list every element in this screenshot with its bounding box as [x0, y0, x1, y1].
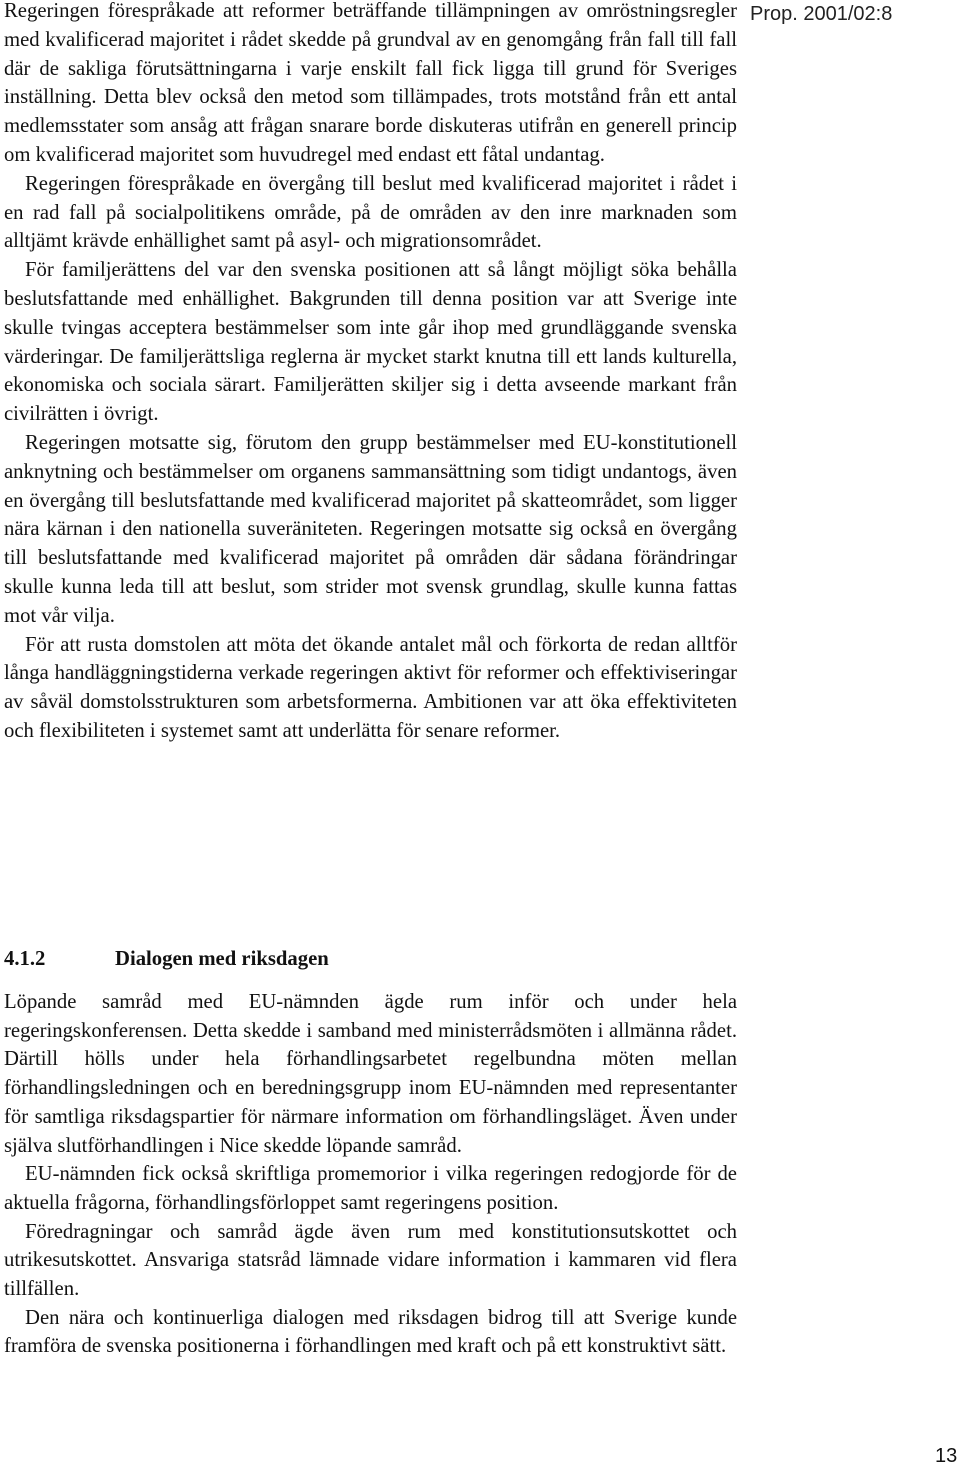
section-title: Dialogen med riksdagen	[115, 948, 329, 970]
paragraph: Regeringen motsatte sig, förutom den grupp bestämmelser med EU-konstitutionell anknytning och bestämmelser om organens sammansättning som tidigt undantogs, även en övergång till beslutsfattande med kvalificerad majoritet på skatteområdet, som ligger nära kärnan i den nationella suveräniteten. Regeringen motsatte sig också en övergång till beslutsfattande med kvalificerad majoritet på områden där sådana förändringar skulle kunna leda till att beslut, som strider mot svensk grundlag, skulle kunna fattas mot vår vilja.	[4, 431, 737, 627]
page-number: 13	[935, 1445, 958, 1467]
paragraph: Regeringen förespråkade att reformer beträffande tillämpningen av omröstningsregler med kvalificerad majoritet i rådet skedde på grundval av en genomgång från fall till fall där de sakliga förutsättningarna i varje enskilt fall fick ligga till grund för Sveriges inställning. Detta blev också den metod som tillämpades, trots motstånd från ett antal medlemsstater som ansåg att frågan snarare borde diskuteras utifrån en generell princip om kvalificerad majoritet som huvudregel med endast ett fåtal undantag.	[4, 0, 737, 166]
paragraph: Regeringen förespråkade en övergång till beslut med kvalificerad majoritet i rådet i en rad fall på socialpolitikens område, på de områden av den inre marknaden som alltjämt krävde enhällighet samt på asyl- och migrationsområdet.	[4, 172, 737, 253]
body-text-upper	[4, 0, 737, 746]
paragraph: För att rusta domstolen att möta det ökande antalet mål och förkorta de redan alltför långa handläggningstiderna verkade regeringen aktivt för reformer och effektiviseringar av såväl domstolsstrukturen som arbetsformerna. Ambitionen var att öka effektiviteten och flexibiliteten i systemet samt att underlätta för senare reformer.	[4, 633, 737, 742]
paragraph: Föredragningar och samråd ägde även rum med konstitutionsutskottet och utrikesutskottet. Ansvariga statsråd lämnade vidare information i kammaren vid flera tillfällen.	[4, 1220, 737, 1301]
paragraph: Löpande samråd med EU-nämnden ägde rum inför och under hela regeringskonferensen. Detta skedde i samband med ministerrådsmöten i allmänna rådet. Därtill hölls under hela förhandlingsarbetet regelbundna möten mellan förhandlingsledningen och en beredningsgrupp inom EU-nämnden med representanter för samtliga riksdagspartier för närmare information om förhandlingsläget. Även under själva slutförhandlingen i Nice skedde löpande samråd.	[4, 991, 737, 1157]
section-number: 4.1.2	[4, 948, 46, 970]
paragraph: EU-nämnden fick också skriftliga promemorior i vilka regeringen redogjorde för de aktuella frågorna, förhandlingsförloppet samt regeringens position.	[4, 1163, 737, 1214]
paragraph: För familjerättens del var den svenska positionen att så långt möjligt söka behålla beslutsfattande med enhällighet. Bakgrunden till denna position var att Sverige inte skulle tvingas acceptera bestämmelser som inte går ihop med grundläggande svenska värderingar. De familjerättsliga reglerna är mycket starkt knutna till ett lands kulturella, ekonomiska och sociala särart. Familjerätten skiljer sig i detta avseende markant från civilrätten i övrigt.	[4, 259, 737, 426]
document-reference-label: Prop. 2001/02:8	[750, 3, 893, 25]
body-text-lower	[4, 988, 737, 1361]
section-heading	[4, 945, 737, 973]
paragraph: Den nära och kontinuerliga dialogen med riksdagen bidrog till att Sverige kunde framföra de svenska positionerna i förhandlingen med kraft och på ett konstruktivt sätt.	[4, 1306, 737, 1358]
